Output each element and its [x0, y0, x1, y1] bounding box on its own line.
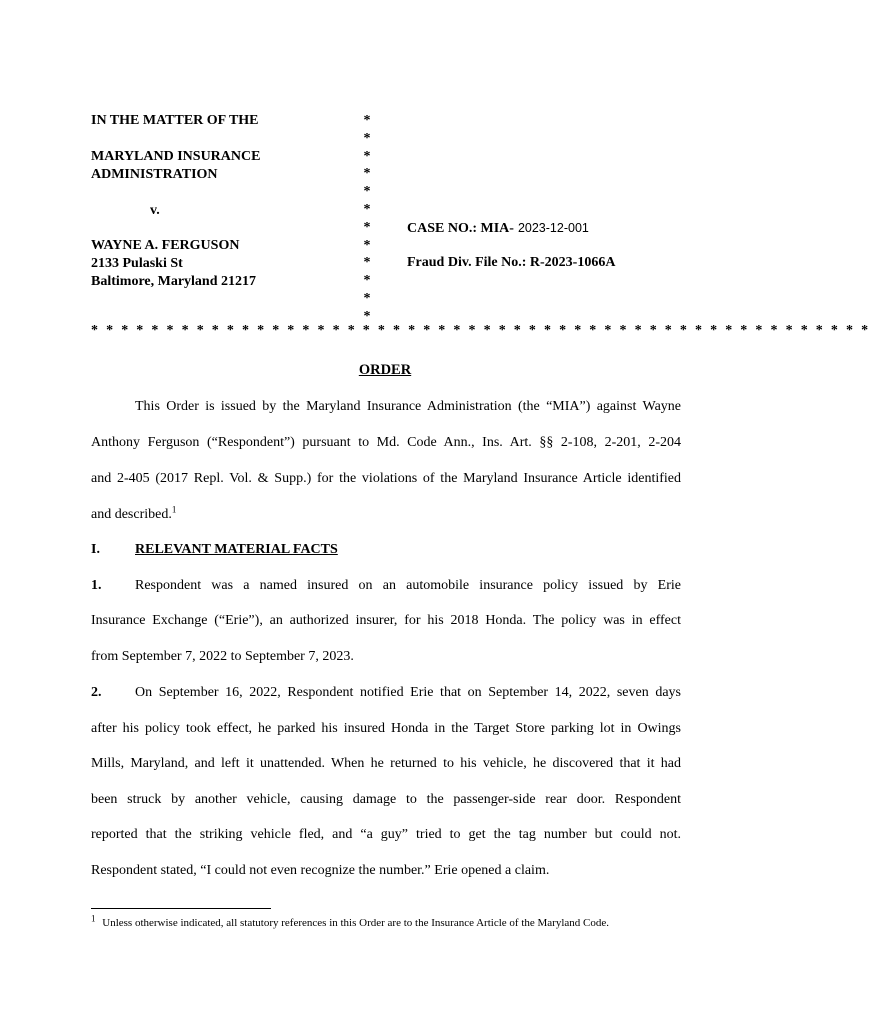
caption-star: * [363, 130, 371, 146]
footnote-text: Unless otherwise indicated, all statutory references in this Order are to the Insurance Article of the Maryland Code. [102, 917, 609, 929]
caption-star: * [363, 255, 371, 271]
para-2-line-6: Respondent stated, “I could not even recognize the number.” Erie opened a claim. [91, 863, 550, 878]
section-title: RELEVANT MATERIAL FACTS [135, 542, 338, 557]
para-1-line-2: Insurance Exchange (“Erie”), an authorized insurer, for his 2018 Honda. The policy was in effect [91, 613, 681, 628]
footnote-marker: 1 [91, 913, 96, 924]
section-number: I. [91, 542, 100, 557]
respondent-address-line1: 2133 Pulaski St [91, 256, 183, 271]
caption-star: * [363, 201, 371, 217]
caption-star: * [363, 113, 371, 128]
para-2-line-2: after his policy took effect, he parked his insured Honda in the Target Store parking lot in Owings [91, 721, 681, 736]
footnote-reference[interactable]: 1 [171, 504, 177, 515]
para-2-number: 2. [91, 685, 102, 700]
caption-star: * [363, 237, 371, 253]
footnote-separator [91, 908, 271, 909]
para-2-line-3: Mills, Maryland, and left it unattended. When he returned to his vehicle, he discovered that it had [91, 756, 681, 771]
caption-matter-line: IN THE MATTER OF THE [91, 113, 259, 128]
case-number-label: CASE NO.: MIA- [407, 221, 514, 236]
caption-star: * [363, 166, 371, 182]
order-title: ORDER [358, 362, 412, 378]
star-divider: * * * * * * * * * * * * * * * * * * * * * * * * * * * * * * * * * * * * * * * * * * * * * * * * * * * * [91, 323, 870, 338]
caption-versus: v. [150, 203, 160, 218]
para-2-first-line [91, 684, 681, 702]
para-2-line-4: been struck by another vehicle, causing damage to the passenger-side rear door. Respondent [91, 792, 681, 807]
intro-line-4 [91, 506, 681, 524]
caption-agency-line2: ADMINISTRATION [91, 167, 218, 182]
respondent-name: WAYNE A. FERGUSON [91, 238, 240, 253]
para-1-line-3: from September 7, 2022 to September 7, 2023. [91, 649, 354, 664]
case-number [407, 219, 589, 237]
respondent-address-line2: Baltimore, Maryland 21217 [91, 274, 257, 289]
caption-star: * [363, 184, 371, 200]
fraud-file-number: Fraud Div. File No.: R-2023-1066A [407, 255, 616, 270]
caption-star: * [363, 219, 371, 235]
para-1-line-1: Respondent was a named insured on an automobile insurance policy issued by Erie [135, 578, 681, 593]
para-2-line-1: On September 16, 2022, Respondent notified Erie that on September 14, 2022, seven days [135, 685, 681, 700]
caption-star: * [363, 273, 371, 289]
caption-star: * [363, 308, 371, 324]
para-1-number: 1. [91, 578, 102, 593]
intro-line-3: and 2-405 (2017 Repl. Vol. & Supp.) for the violations of the Maryland Insurance Article identified [91, 471, 681, 486]
caption-star: * [363, 148, 371, 164]
section-heading [91, 541, 681, 559]
para-1-first-line [91, 577, 681, 595]
para-2-line-5: reported that the striking vehicle fled, and “a guy” tried to get the tag number but could not. [91, 827, 681, 842]
intro-line-1: This Order is issued by the Maryland Insurance Administration (the “MIA”) against Wayne [135, 399, 681, 414]
caption-agency-line1: MARYLAND INSURANCE [91, 149, 261, 164]
caption-star: * [363, 290, 371, 306]
footnote [91, 913, 609, 930]
caption-star-column [362, 112, 372, 326]
intro-line-4-text: and described. [91, 507, 172, 522]
case-number-value: 2023-12-001 [517, 221, 589, 235]
intro-line-2: Anthony Ferguson (“Respondent”) pursuant to Md. Code Ann., Ins. Art. §§ 2-108, 2-201, 2-204 [91, 435, 681, 450]
